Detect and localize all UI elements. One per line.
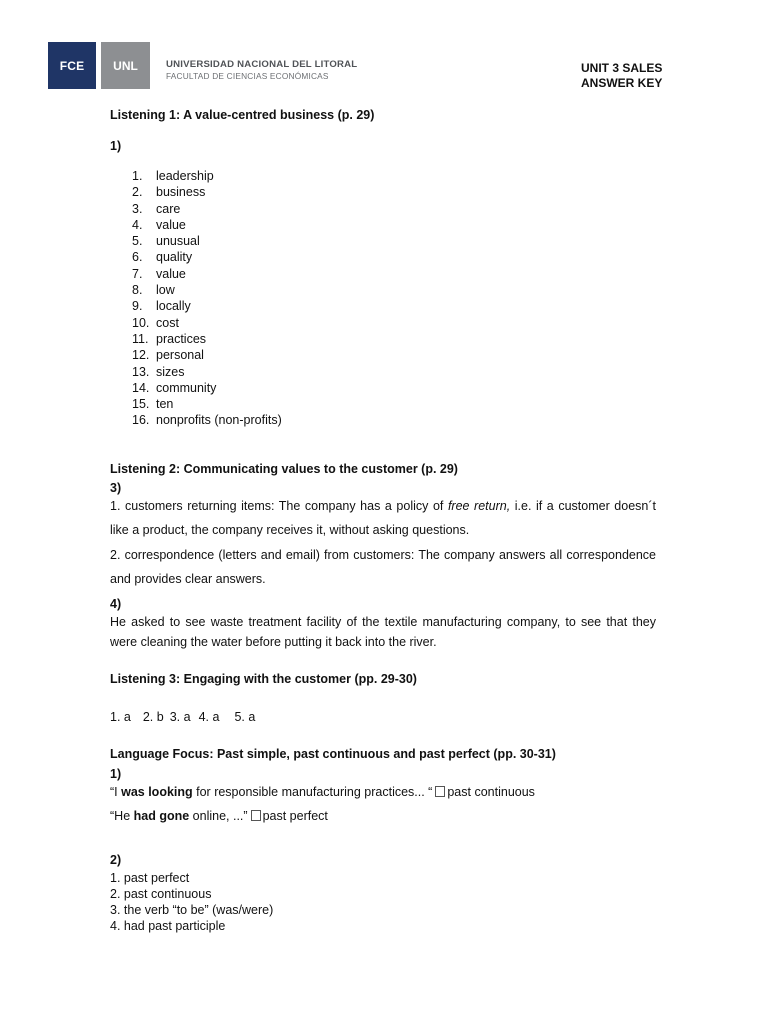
faculty-name: FACULTAD DE CIENCIAS ECONÓMICAS (166, 71, 329, 81)
list-item-number: 12. (132, 348, 150, 363)
listening3-answers (110, 709, 255, 725)
list-item-number: 16. (132, 413, 150, 428)
list-item-number: 6. (132, 250, 143, 265)
answer-1-emphasis: free return, (447, 499, 511, 513)
list-item-text: care (156, 201, 181, 216)
list-item-text: cost (156, 315, 179, 330)
unit-heading (581, 61, 662, 91)
listening2-title: Listening 2: Communicating values to the customer (p. 29) (110, 462, 458, 476)
list-item-text: unusual (156, 234, 200, 249)
listening2-question-4: 4) (110, 597, 122, 611)
listening2-answer-4: He asked to see waste treatment facility of the textile manufacturing company, to see that they were cleaning the water before putting it back into the river. (110, 615, 656, 649)
example-past-perfect (110, 808, 328, 824)
unl-logo: UNL (101, 42, 150, 89)
answer-item: 4. a (198, 710, 220, 724)
answer-item: 1. a (110, 710, 131, 724)
answer-item: 2. b (142, 710, 164, 724)
answer-item: 5. a (234, 710, 256, 724)
example-2-pre: “He (110, 809, 134, 823)
list-item-number: 14. (132, 380, 150, 395)
list-item-number: 5. (132, 234, 143, 249)
listening1-title: Listening 1: A value-centred business (p. 29) (110, 108, 375, 122)
list-item-text: low (156, 283, 175, 298)
fce-logo: FCE (48, 42, 96, 89)
listening1-question-1: 1) (110, 139, 122, 153)
list-item-number: 13. (132, 364, 150, 379)
arrow-symbol-icon (435, 786, 445, 797)
list-item: 4. had past participle (110, 919, 226, 933)
list-item-number: 8. (132, 283, 143, 298)
list-item-text: community (156, 380, 217, 395)
list-item-number: 7. (132, 266, 143, 281)
answer-item: 3. a (169, 710, 191, 724)
list-item-number: 10. (132, 315, 150, 330)
list-item-text: business (156, 185, 206, 200)
list-item-number: 4. (132, 217, 143, 232)
list-item-number: 3. (132, 201, 143, 216)
list-item: 3. the verb “to be” (was/were) (110, 903, 274, 917)
arrow-symbol-icon (251, 810, 261, 821)
example-2-post: online, ...” (189, 809, 248, 823)
example-2-verb: had gone (133, 809, 190, 823)
example-1-label: past continuous (447, 785, 535, 799)
answer-1-text: 1. customers returning items: The company has a policy of (110, 499, 448, 513)
listening2-question-3: 3) (110, 481, 122, 495)
list-item-number: 15. (132, 397, 150, 412)
list-item-text: leadership (156, 169, 214, 183)
list-item-number: 1. (132, 169, 143, 183)
answer-key-title: ANSWER KEY (581, 76, 663, 90)
language-focus-question-2: 2) (110, 853, 122, 867)
unit-title: UNIT 3 SALES (581, 61, 663, 75)
example-1-verb: was looking (121, 785, 193, 799)
example-1-pre: “I (110, 785, 122, 799)
university-name: UNIVERSIDAD NACIONAL DEL LITORAL (166, 59, 358, 70)
list-item-text: practices (156, 331, 207, 346)
list-item-text: quality (156, 250, 193, 265)
example-1-post: for responsible manufacturing practices... “ (192, 785, 433, 799)
list-item-text: value (156, 266, 186, 281)
listening2-answer-1 (110, 494, 656, 542)
list-item-text: nonprofits (non-profits) (156, 413, 282, 428)
listening2-answer-2: 2. correspondence (letters and email) from customers: The company answers all correspondence and provides clear answers. (110, 548, 656, 586)
list-item-text: value (156, 217, 186, 232)
language-focus-title: Language Focus: Past simple, past continuous and past perfect (pp. 30-31) (110, 747, 556, 761)
example-2-label: past perfect (262, 809, 328, 823)
list-item-text: personal (156, 348, 204, 363)
list-item-number: 9. (132, 299, 143, 314)
listening3-title: Listening 3: Engaging with the customer (pp. 29-30) (110, 672, 417, 686)
language-focus-question-1: 1) (110, 767, 122, 781)
list-item-text: ten (156, 397, 174, 412)
list-item-number: 11. (132, 331, 149, 346)
list-item-number: 2. (132, 185, 143, 200)
list-item: 1. past perfect (110, 871, 190, 885)
language-focus-answer-list (110, 870, 273, 934)
list-item-text: locally (156, 299, 191, 314)
list-item-text: sizes (156, 364, 185, 379)
list-item: 2. past continuous (110, 887, 212, 901)
answer-1-text-end: i.e. if a customer doesn´t like a product, the company receives it, without asking questions. (110, 499, 656, 537)
example-past-continuous (110, 784, 535, 800)
